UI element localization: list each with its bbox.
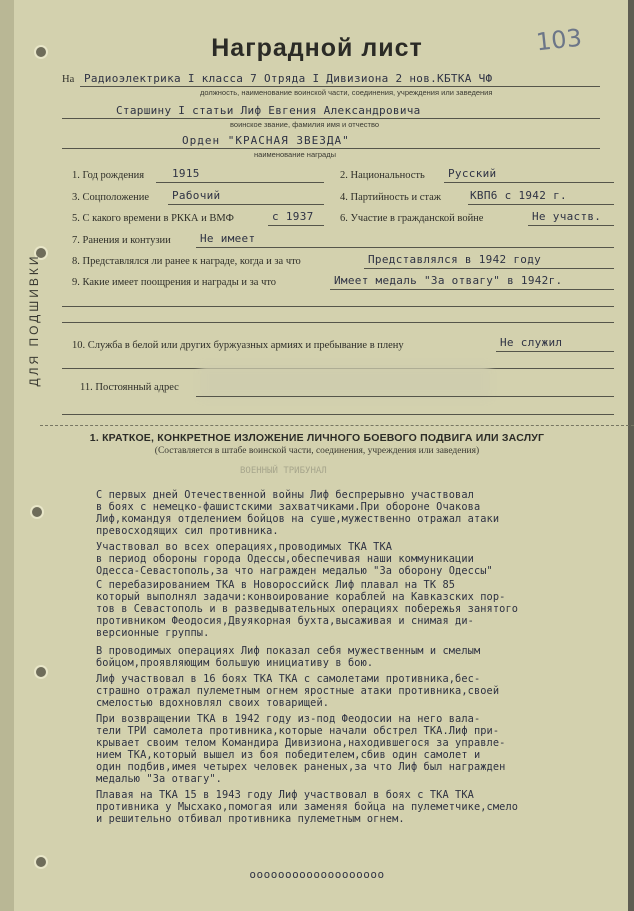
field-civil-war-label: 6. Участие в гражданской войне — [340, 213, 484, 224]
underline — [364, 268, 614, 269]
underline — [496, 351, 614, 352]
underline — [62, 414, 614, 415]
field-wounds-label: 7. Ранения и контузии — [72, 235, 171, 246]
underline — [268, 225, 324, 226]
field-service-since-label: 5. С какого времени в РККА и ВМФ — [72, 213, 234, 224]
narrative-line: один подбив,имея четырех человек раненых,за что Лиф был награжден — [96, 761, 506, 773]
section-subtitle: (Составляется в штабе воинской части, соединения, учреждения или заведения) — [154, 446, 480, 456]
narrative-line: тов в Севастополь и в разведывательных операциях побережья занятого — [96, 603, 519, 615]
field-white-army-value: Не служил — [500, 336, 563, 349]
underline — [168, 204, 324, 205]
field-service-since-value: с 1937 — [272, 210, 314, 223]
narrative-line: противником Феодосия,Двуякорная бухта,высаживая и снимая ди- — [96, 615, 474, 627]
narrative-line: Плавая на ТКА 15 в 1943 году Лиф участвовал в боях с ТКА ТКА — [96, 789, 474, 801]
narrative-line: С первых дней Отечественной войны Лиф беспрерывно участвовал — [96, 489, 474, 501]
narrative-line: медалью "За отвагу". — [96, 773, 222, 785]
narrative-line: нием ТКА,который вышел из боя победителем,сбив один самолет и — [96, 749, 481, 761]
field-white-army-label: 10. Служба в белой или других буржуазных армиях и пребывание в плену — [72, 340, 404, 351]
field-party-value: КВП6 с 1942 г. — [470, 189, 567, 202]
field-nationality-value: Русский — [448, 167, 497, 180]
handwritten-number: 103 — [534, 23, 584, 57]
underline — [330, 289, 614, 290]
narrative-line: смелостью вдохновлял своих товарищей. — [96, 697, 330, 709]
document-title: Наградной лист — [211, 34, 423, 62]
narrative-line: страшно отражал пулеметным огнем яростные атаки противника,своей — [96, 685, 500, 697]
field-birth-year-label: 1. Год рождения — [72, 170, 145, 181]
narrative-line: и решительно отбивал противника пулеметным огнем. — [96, 813, 405, 825]
narrative-line: С перебазированием ТКА в Новороссийск Лиф плавал на ТК 85 — [96, 579, 456, 591]
margin-label: ДЛЯ ПОДШИВКИ — [27, 253, 41, 387]
field-prior-nom-value: Представлялся в 1942 году — [368, 253, 542, 266]
underline — [444, 182, 614, 183]
underline — [62, 306, 614, 307]
narrative-line: который выполнял задачи:конвоирование кораблей на Кавказских пор- — [96, 591, 506, 603]
field-wounds-value: Не имеет — [200, 232, 256, 245]
award-caption: наименование награды — [254, 150, 336, 159]
dashed-divider — [40, 425, 634, 426]
underline — [62, 148, 600, 149]
underline — [196, 247, 614, 248]
narrative-line: Участвовал во всех операциях,проводимых ТКА ТКА — [96, 541, 393, 553]
header-prefix: На — [62, 74, 75, 85]
field-social-label: 3. Соцположение — [72, 192, 150, 203]
field-other-awards-label: 9. Какие имеет поощрения и награды и за что — [72, 277, 277, 288]
narrative-line: Одесса-Севастополь,за что награжден медалью "За оборону Одессы" — [96, 565, 493, 577]
field-address-label: 11. Постоянный адрес — [80, 382, 179, 393]
narrative-line: в боях с немецко-фашистскими захватчиками.При обороне Очакова — [96, 501, 481, 513]
underline — [468, 204, 614, 205]
underline — [80, 86, 600, 87]
punch-hole — [30, 505, 44, 519]
underline — [62, 322, 614, 323]
award-value: Орден "КРАСНАЯ ЗВЕЗДА" — [182, 134, 350, 147]
narrative-line: в период обороны города Одессы,обеспечивая наши коммуникации — [96, 553, 474, 565]
rank-name-caption: воинское звание, фамилия имя и отчество — [230, 120, 380, 129]
field-civil-war-value: Не участв. — [532, 210, 602, 223]
narrative-line: противника у Мысхако,помогая или заменяя бойца на пулеметчике,смело — [96, 801, 519, 813]
field-prior-nom-label: 8. Представлялся ли ранее к награде, когда и за что — [72, 256, 301, 267]
underline — [196, 396, 614, 397]
narrative-line: При возвращении ТКА в 1942 году из-под Феодосии на него вала- — [96, 713, 481, 725]
faint-stamp-text: ВОЕННЫЙ ТРИБУНАЛ — [240, 466, 327, 476]
section-title: 1. КРАТКОЕ, КОНКРЕТНОЕ ИЗЛОЖЕНИЕ ЛИЧНОГО БОЕВОГО ПОДВИГА ИЛИ ЗАСЛУГ — [89, 432, 545, 444]
field-social-value: Рабочий — [172, 189, 221, 202]
footer-separator: ооооооооооооооооооо — [249, 868, 385, 881]
narrative-line: превосходящих сил противника. — [96, 525, 279, 537]
underline — [156, 182, 324, 183]
narrative-line: В проводимых операциях Лиф показал себя мужественным и смелым — [96, 645, 481, 657]
field-nationality-label: 2. Национальность — [340, 170, 425, 181]
narrative-line: бойцом,проявляющим большую инициативу в бою. — [96, 657, 374, 669]
narrative-line: Лиф участвовал в 16 боях ТКА ТКА с самолетами противника,бес- — [96, 673, 481, 685]
redacted-address — [200, 365, 490, 399]
punch-hole — [34, 855, 48, 869]
field-other-awards-value: Имеет медаль "За отвагу" в 1942г. — [334, 274, 563, 287]
position-value: Радиоэлектрика I класса 7 Отряда I Дивизиона 2 нов.КБТКА ЧФ — [84, 72, 493, 85]
narrative-line: тели ТРИ самолета противника,которые начали обстрел ТКА.Лиф при- — [96, 725, 500, 737]
underline — [528, 225, 614, 226]
position-caption: должность, наименование воинской части, соединения, учреждения или заведения — [200, 88, 493, 97]
underline — [62, 118, 600, 119]
rank-name-value: Старшину I статьи Лиф Евгения Александровича — [116, 104, 421, 117]
punch-hole — [34, 665, 48, 679]
field-birth-year-value: 1915 — [172, 167, 200, 180]
narrative-line: Лиф,командуя отделением бойцов на суше,мужественно отражал атаки — [96, 513, 500, 525]
field-party-label: 4. Партийность и стаж — [340, 192, 442, 203]
narrative-line: версионные группы. — [96, 627, 210, 639]
narrative-line: крывает своим телом Командира Дивизиона,находившегося за управле- — [96, 737, 506, 749]
